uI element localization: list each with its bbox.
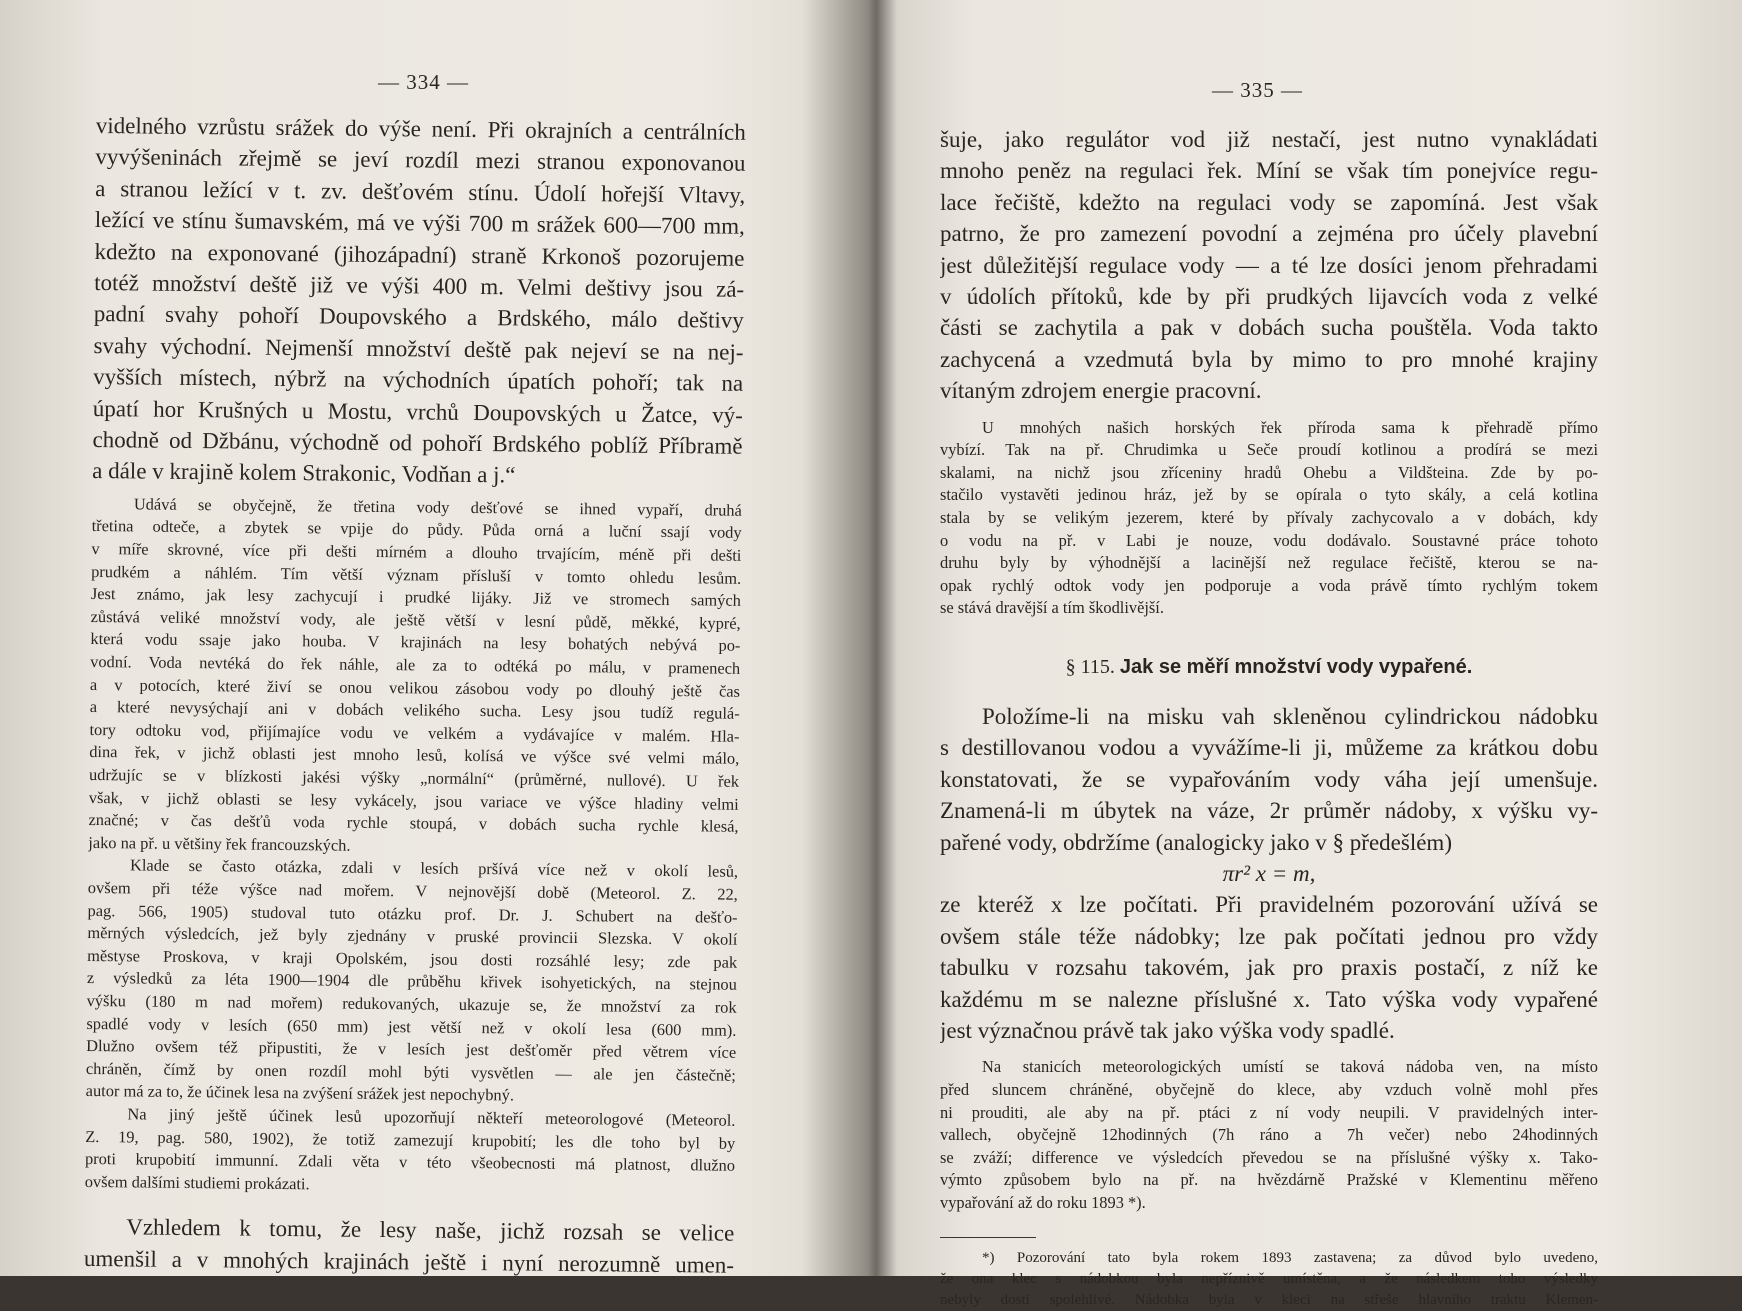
page-body (940, 124, 1598, 1311)
text-line: z výsledků za léta 1900—1904 dle průběhu křivek isohyetických, na stejnou (86, 968, 737, 995)
text-line: jako na př. u většiny řek francouzských. (88, 832, 351, 855)
section-number: § 115. (1065, 656, 1115, 678)
paragraph (86, 854, 739, 1109)
text-line: a dále v krajině kolem Strakonic, Vodňan a j.“ (92, 458, 516, 488)
text-line: Znamená-li m úbytek na váze, 2r průměr nádoby, x výšku vy- (940, 798, 1598, 824)
text-line: tory odtoku vod, přijímajíce vodu ve velkém a vydávajíce v malém. Hla- (89, 719, 740, 746)
page-number: — 334 — (378, 70, 469, 94)
text-line: kdežto na exponované (jihozápadní) straně Krkonoš pozorujeme (94, 238, 745, 271)
text-line: výšku (180 m nad mořem) redukovaných, ukazuje se, že množství za rok (86, 990, 737, 1017)
text-line: udržujíc se v blízkosti jakési výšky „normální“ (průměrné, nullové). U řek (88, 764, 740, 791)
paragraph (940, 124, 1598, 407)
text-line: vodní. Voda nevtéká do řek náhle, ale za to odtéká po málu, v pramenech (90, 652, 741, 678)
text-line: ovšem při téže výšce nad mořem. V nejnovější době (Meteorol. Z. 22, (87, 877, 738, 904)
text-line: ovšem stále téže nádobky; lze pak počítati jednou pro vždy (940, 923, 1598, 949)
paragraph (940, 417, 1598, 620)
text-line: ležící ve stínu šumavském, má ve výši 700 m srážek 600—700 mm, (94, 207, 745, 240)
text-line: šuje, jako regulátor vod již nestačí, jest nutno vynakládati (940, 127, 1598, 152)
text-line: výmto způsobem bylo na př. na hvězdárně Pražské v Klementinu měřeno (940, 1170, 1598, 1190)
text-line: zachycená a vzedmutá byla by mimo to pro mnohé krajiny (940, 346, 1598, 372)
footnote (940, 1248, 1598, 1311)
text-line: *) Pozorování tato byla rokem 1893 zastavena; za důvod bylo uvedeno, (982, 1249, 1598, 1266)
text-line: konstatovati, že se vypařováním vody váha její umenšuje. (940, 766, 1598, 792)
text-line: ze kteréž x lze počítati. Při pravidelném pozorování užívá se (940, 892, 1598, 918)
text-line: Z. 19, pag. 580, 1902), že totiž zamezují krupobití; les dle toho byl by (85, 1126, 736, 1153)
footnote-rule (940, 1237, 1036, 1238)
paragraph (940, 701, 1598, 1046)
text-line: lace řečiště, kdežto na regulaci vody se zapomíná. Jest však (940, 189, 1598, 215)
text-line: Klade se často otázka, zdali v lesích pršívá více než v okolí lesů, (129, 855, 739, 882)
text-line: Jest známo, jak lesy zachycují i prudké lijáky. Již ve stromech samých (90, 584, 741, 611)
text-line: Na stanicích meteorologických umístí se taková nádoba ven, na místo (982, 1057, 1598, 1077)
text-line: v údolích přítoků, kde by při prudkých lijavcích voda z velké (940, 284, 1598, 310)
right-page (900, 0, 1742, 1308)
text-line: prudkém a náhlém. Tím větší význam přísluší v tomto ohledu lesům. (91, 561, 742, 588)
text-line: opak rychlý odtok vody jen podporuje a voda právě tímto rychlým tokem (940, 575, 1598, 595)
text-line: druhu byly by výhodnější a lacinější než regulace řečiště, kterou se na- (940, 553, 1598, 573)
text-line: chodně od Džbánu, východně od pohoří Brdského poblíž Příbramě (92, 427, 743, 459)
text-line: jest důležitější regulace vody — a té lze dosíci jenom přehradami (940, 252, 1598, 278)
text-line: tabulku v rozsahu takovém, jak pro praxis postačí, z níž ke (940, 955, 1598, 981)
text-line: části se zachytila a pak v dobách sucha pouštěla. Voda takto (940, 315, 1598, 341)
text-line: však, v jichž oblasti se lesy vykácely, jsou variace ve výšce hladiny velmi (88, 787, 739, 814)
text-line: že ona klec s nádobkou byla nepříznivě umístěna, a že následkem toho výsledky (940, 1270, 1598, 1287)
text-line: měrných výsledcích, jež byly zjednány v pruské provincii Slezska. V okolí (87, 923, 738, 949)
text-line: chráněn, čímž by onen rozdíl mohl býti vysvětlen — ale jen částečně; (85, 1058, 737, 1085)
text-line: stačilo vystavěti jedinou hráz, jež by se opírala o tyto skály, a celá kotlina (940, 485, 1598, 505)
paragraph (88, 493, 742, 861)
paragraph (92, 110, 746, 494)
text-line: vypařování až do roku 1893 *). (940, 1193, 1146, 1213)
text-line: značné; v čas dešťů voda rychle stoupá, v dobách sucha rychle klesá, (88, 810, 739, 836)
text-line: proti krupobití immunní. Zdali věta v této všeobecnosti má platnost, dlužno (84, 1149, 736, 1175)
text-line: videlného vzrůstu srážek do výše není. Při okrajních a centrálních (95, 112, 746, 145)
text-line: Udává se obyčejně, že třetina vody dešťové se ihned vypaří, druhá (133, 494, 742, 520)
text-line: jest význačnou právě tak jako výška vody spadlé. (940, 1018, 1395, 1044)
section-heading (940, 656, 1598, 679)
text-line: pařené vody, obdržíme (analogicky jako v § předešlém) (940, 829, 1452, 855)
text-line: Dlužno ovšem též připustiti, že v lesích jest dešťoměr před větrem více (86, 1036, 737, 1062)
text-line: a které nevysýchají ani v dobách velikého sucha. Lesy jsou tudíž regulá- (89, 697, 740, 723)
text-line: nebyly dosti spolehlivé. Nádobka byla v kleci na střeše hlavního traktu Klemen- (940, 1291, 1598, 1308)
text-line: Položíme-li na misku vah skleněnou cylindrickou nádobku (982, 704, 1598, 729)
page-body (84, 110, 746, 1281)
section-title: Jak se měří množství vody vypařené. (1119, 656, 1473, 678)
text-line: vítaným zdrojem energie pracovní. (940, 378, 1262, 404)
text-line: úpatí hor Krušných u Mostu, vrchů Doupovských u Žatce, vý- (92, 395, 743, 428)
text-line: Vzhledem k tomu, že lesy naše, jichž rozsah se velice (126, 1214, 735, 1247)
text-line: která vodu ssaje jako houba. V krajinách na lesy bohatých nebývá po- (90, 629, 741, 656)
formula: πr² x = m, (1222, 861, 1316, 887)
paragraph (84, 1211, 735, 1281)
text-line: každému m se nalezne příslušné x. Tato výška vody vypařené (940, 986, 1598, 1012)
text-line: U mnohých našich horských řek příroda sama k přehradě přímo (982, 417, 1598, 437)
text-line: vybízí. Tak na př. Chrudimka u Seče proudí kotlinou a prodírá se mezi (940, 440, 1598, 460)
text-line: umenšil a v mnohých krajinách ještě i nyní nerozumně umen- (83, 1245, 735, 1278)
text-line: vyvýšeninách zřejmě se jeví rozdíl mezi stranou exponovanou (95, 144, 746, 177)
text-line: vallech, obyčejně 12hodinných (7h ráno a 7h večer) nebo 24hodinných (940, 1125, 1598, 1145)
text-line: s destillovanou vodou a vyvážíme-li ji, můžeme za krátkou dobu (940, 735, 1598, 761)
text-line: o vodu na př. v Labi je nouze, vodu dodávalo. Soustavné práce tohoto (940, 530, 1598, 550)
left-page (0, 0, 840, 1276)
paragraph (85, 1103, 736, 1200)
text-line: mnoho peněz na regulaci řek. Míní se však tím ponejvíce regu- (940, 158, 1598, 184)
text-line: třetina odteče, a zbytek se vpije do půdy. Půda orná a luční ssají vody (91, 516, 742, 543)
text-line: svahy východní. Nejmenší množství deště pak nejeví se na nej- (93, 332, 744, 365)
text-line: zůstává veliké množství vody, ale ještě větší v lesní půdě, měkké, kypré, (90, 606, 741, 633)
text-line: padní svahy pohoří Doupovského a Brdského, málo deštivy (93, 301, 744, 334)
text-line: ovšem dalšími studiemi prokázati. (84, 1171, 310, 1193)
text-line: městyse Proskova, v kraji Opolském, jsou dosti rozsáhlé lesy; zde pak (87, 945, 738, 972)
text-line: v míře skrovné, více při dešti mírném a dlouho trvajícím, méně při dešti (91, 539, 742, 565)
text-line: se stává dravější a tím škodlivější. (940, 598, 1164, 618)
text-line: dina řek, v jichž oblasti jest mnoho lesů, kolísá ve výšce své velmi málo, (89, 742, 740, 769)
text-line: autor má za to, že účinek lesa na zvýšení srážek jest nepochybný. (85, 1081, 515, 1105)
text-line: Na jiný ještě účinek lesů upozorňují někteří meteorologové (Meteorol. (127, 1104, 736, 1130)
text-line: spadlé vody v lesích (650 mm) jest větší než v okolí lesa (600 mm). (86, 1013, 737, 1040)
text-line: a v potocích, které živí se onou velikou zásobou vody po dlouhý ještě čas (89, 674, 741, 701)
paragraph (940, 1056, 1598, 1214)
text-line: vyšších místech, nýbrž na východních úpatích pohoří; tak na (93, 364, 744, 397)
text-line: a stranou ležící v t. zv. dešťovém stínu. Údolí hořejší Vltavy, (95, 175, 746, 208)
text-line: totéž množství deště již ve výši 400 m. Velmi deštivy jsou zá- (94, 270, 745, 302)
text-line: skalami, na nichž jsou zříceniny hradů Ohebu a Vildšteina. Zde by po- (940, 462, 1598, 482)
text-line: stala by se velikým jezerem, které by přívaly zachycovalo a v dobách, kdy (940, 508, 1598, 528)
text-line: ni prouditi, ale aby na př. ptáci z ní vody neupili. V pravidelných inter- (940, 1102, 1598, 1122)
text-line: před sluncem chráněné, obyčejně do klece, aby vzduch volně mohl přes (940, 1080, 1598, 1100)
text-line: pag. 566, 1905) studoval tuto otázku prof. Dr. J. Schubert na dešťo- (87, 900, 738, 927)
page-number: — 335 — (1212, 78, 1303, 102)
text-line: patrno, že pro zamezení povodní a zejména pro účely plavební (940, 221, 1598, 247)
text-line: se zváží; difference ve výsledcích převedou se na příslušné výšky x. Tako- (940, 1147, 1598, 1167)
